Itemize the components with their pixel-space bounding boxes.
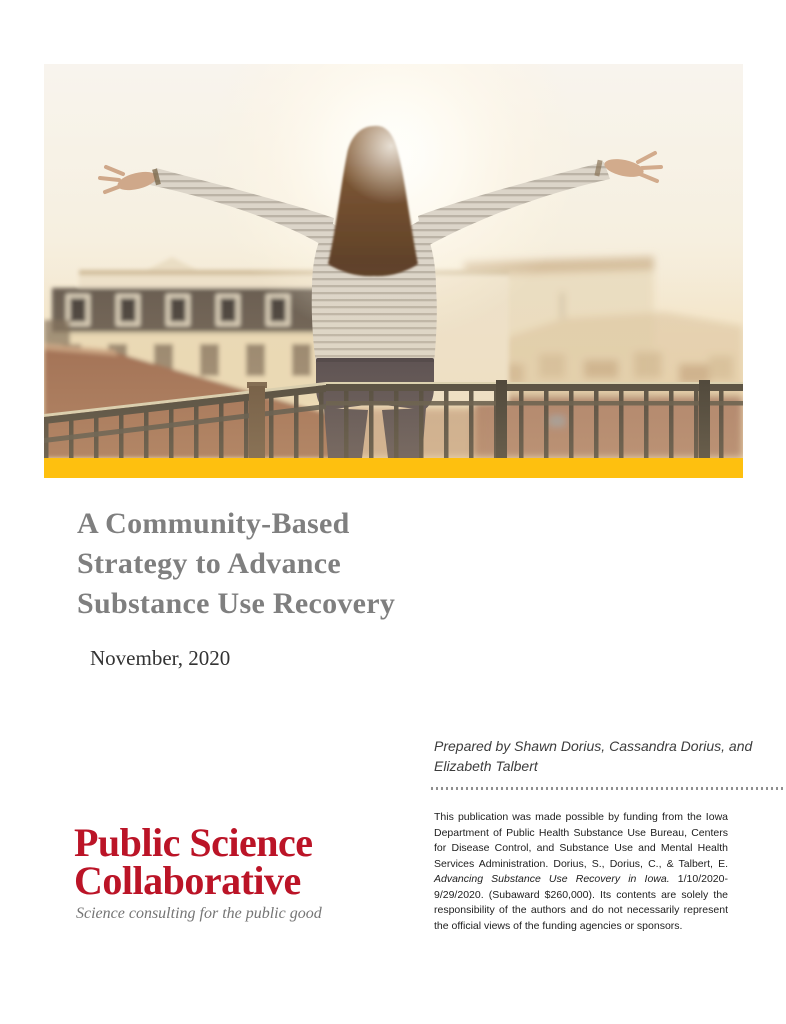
publication-date: November, 2020: [90, 646, 231, 670]
org-logo-wordmark: [74, 820, 313, 903]
funding-note-text-end: 1/10/2020-9/29/2020. (Subaward $260,000). Its contents are solely the responsibility of the authors and do not necessarily represent the official views of the funding agencies or sponsors.: [434, 873, 728, 932]
haze-overlay: [44, 64, 743, 458]
logo-line-2: Collaborative: [74, 858, 301, 903]
funding-note: [434, 810, 728, 934]
gold-accent-bar: [44, 458, 743, 478]
funding-note-citation-title: Advancing Substance Use Recovery in Iowa.: [434, 873, 670, 885]
title-line-3: Substance Use Recovery: [77, 587, 396, 620]
report-title: [77, 504, 395, 624]
logo-tagline: Science consulting for the public good: [76, 905, 322, 922]
divider-dotted: [431, 787, 786, 790]
logo-line-1: Public Science: [74, 820, 313, 865]
title-line-1: A Community-Based: [77, 507, 350, 540]
hero-photo: [44, 64, 743, 458]
byline: Prepared by Shawn Dorius, Cassandra Dorius, and Elizabeth Talbert: [434, 738, 753, 774]
hero-photo-illustration: [44, 64, 743, 458]
title-line-2: Strategy to Advance: [77, 547, 341, 580]
funding-note-text: This publication was made possible by funding from the Iowa Department of Public Health Substance Use Bureau, Centers for Disease Control, and Substance Use and Mental Health Services Administration. Dorius, S., Dorius, C., & Talbert, E.: [434, 811, 728, 870]
